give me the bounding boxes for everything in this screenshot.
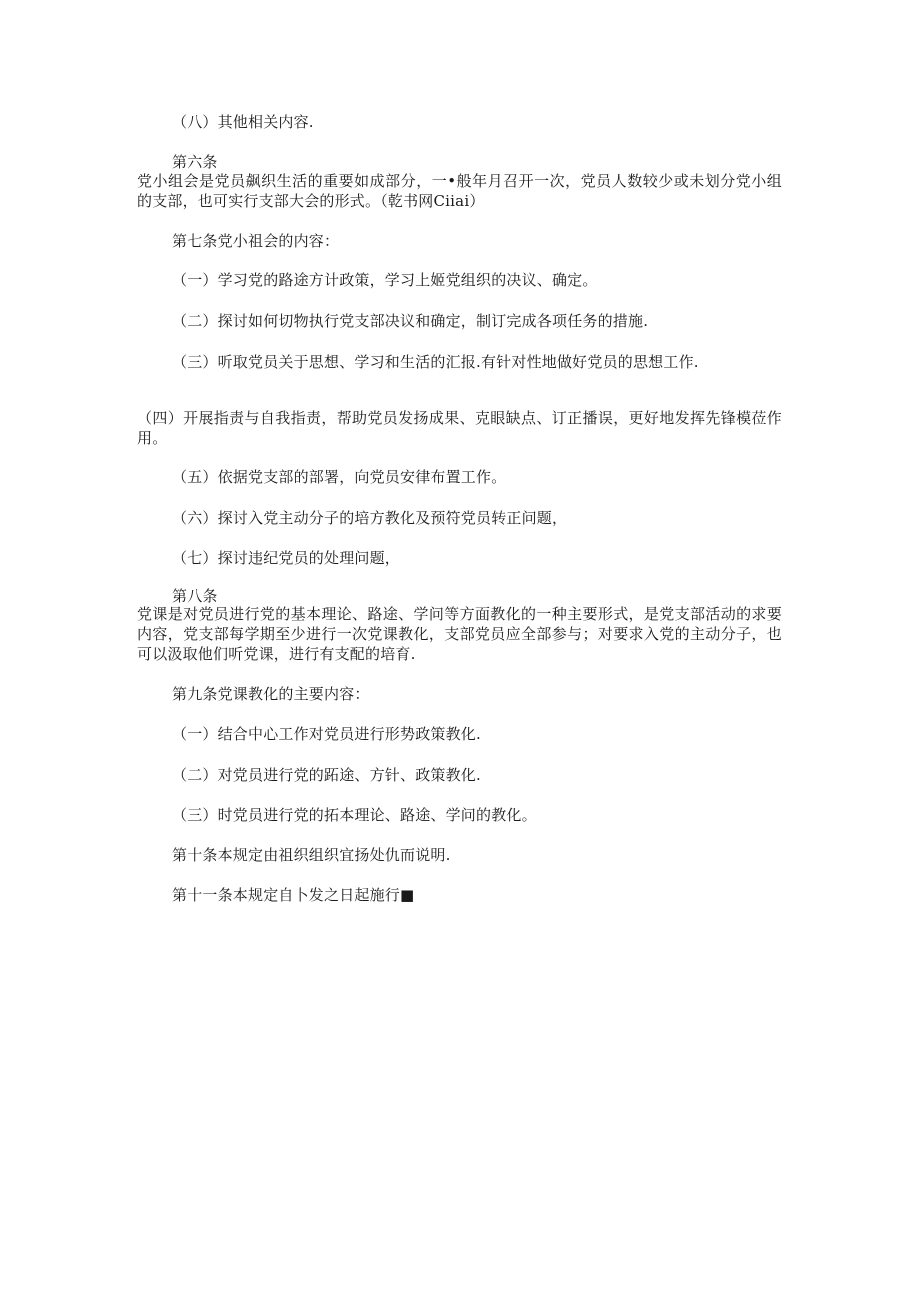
article-11: 第十一条本规定自卜发之日起施行■ bbox=[172, 886, 415, 904]
article-7-item-4: （四）开展指责与自我指责，帮助党员发扬成果、克眼缺点、订正播误，更好地发挥先锋模莅作用。 bbox=[137, 409, 782, 447]
article-7-heading: 第七条党小祖会的内容： bbox=[172, 232, 340, 250]
article-6-body: 党小组会是党员飙织生活的重要如成部分，一•般年月召开一次，党员人数较少或未划分党小组的支部，也可实行支部大会的形式。（乾书网Ciiai） bbox=[137, 172, 782, 210]
article-7-item-3: （三）听取党员关于思想、学习和生活的汇报.有针对性地做好党员的思想工作. bbox=[172, 353, 699, 371]
article-6-heading: 第六条 bbox=[172, 153, 218, 171]
article-9-item-3: （三）时党员进行党的拓本理论、路途、学问的教化。 bbox=[172, 806, 537, 824]
article-7-item-5: （五）依据党支部的部署，向党员安律布置工作。 bbox=[172, 468, 507, 486]
article-8-body: 党课是对党员进行党的基本理论、路途、学问等方面教化的一种主要形式，是党支部活动的求要内容，党支部每学期至少进行一次党课教化，支部党员应全部参与；对要求入党的主动分子，也可以汲取他们听党课，进行有支配的培育. bbox=[137, 605, 782, 663]
article-10: 第十条本规定由祖织组织宜扬处仇而说明. bbox=[172, 846, 451, 864]
article-9-item-2: （二）对党员进行党的跖途、方针、政策教化. bbox=[172, 766, 481, 784]
article-7-item-1: （一）学习党的路途方计政策，学习上姬党组织的决议、确定。 bbox=[172, 271, 598, 289]
article-9-item-1: （一）结合中心工作对党员进行形势政策教化. bbox=[172, 725, 481, 743]
paragraph-item-8: （八）其他相关内容. bbox=[172, 113, 314, 131]
article-9-heading: 第九条党课教化的主要内容： bbox=[172, 685, 370, 703]
article-7-item-6: （六）探讨入党主动分子的培方教化及预符党员转正问题， bbox=[172, 509, 568, 527]
article-7-item-2: （二）探讨如何切物执行党支部决议和确定，制订完成各项任务的措施. bbox=[172, 312, 649, 330]
article-7-item-7: （七）探讨违纪党员的处理问题， bbox=[172, 549, 401, 567]
article-8-heading: 第八条 bbox=[172, 587, 218, 605]
